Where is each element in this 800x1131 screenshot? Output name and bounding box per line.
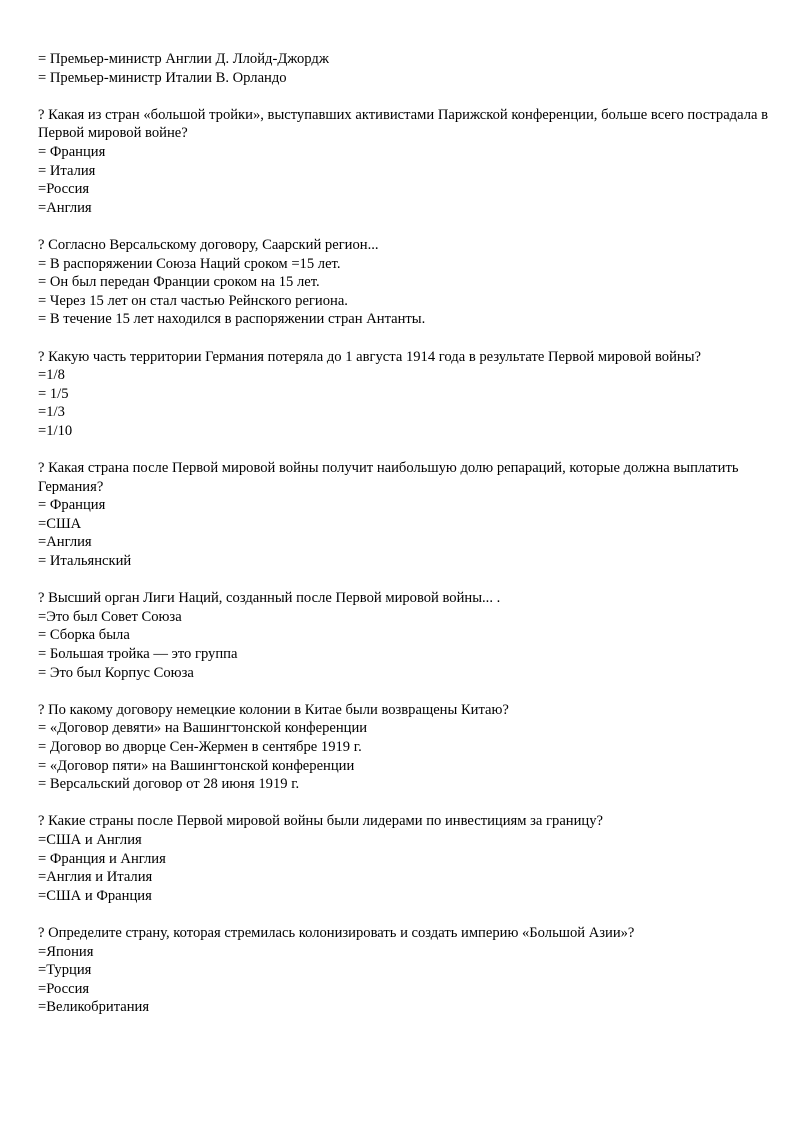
answer-line: =Япония — [38, 943, 94, 960]
answer-line: =Англия и Италия — [38, 869, 153, 886]
answer-line: = В распоряжении Союза Наций сроком =15 лет. — [38, 255, 341, 272]
question-text: ? По какому договору немецкие колонии в Китае были возвращены Китаю? — [38, 701, 509, 718]
answer-line: = 1/5 — [38, 385, 69, 402]
answer-line: = «Договор пяти» на Вашингтонской конференции — [38, 757, 355, 774]
question-block-1 — [38, 106, 768, 218]
answer-line: = Сборка была — [38, 627, 130, 644]
question-block-2 — [38, 236, 768, 329]
question-block-6 — [38, 701, 768, 794]
answer-line: = Премьер-министр Англии Д. Ллойд-Джордж — [38, 51, 329, 67]
answer-line: = Италия — [38, 162, 96, 179]
answer-line: = Франция — [38, 143, 106, 160]
question-text: ? Какая из стран «большой тройки», выступавших активистами Парижской конференции, больше всего пострадала в Первой мировой войне? — [38, 106, 769, 142]
answer-line: = Франция — [38, 497, 106, 514]
answer-line: =Великобритания — [38, 999, 150, 1016]
answer-line: = «Договор девяти» на Вашингтонской конференции — [38, 720, 368, 737]
question-block-5 — [38, 589, 768, 682]
question-text: ? Согласно Версальскому договору, Саарский регион... — [38, 236, 379, 253]
answer-line: =Англия — [38, 534, 92, 551]
answer-line: = Это был Корпус Союза — [38, 664, 194, 681]
question-text: ? Какие страны после Первой мировой войны были лидерами по инвестициям за границу? — [38, 813, 603, 830]
question-block-3 — [38, 348, 768, 441]
answer-line: = Он был передан Франции сроком на 15 лет. — [38, 274, 320, 291]
answer-line: =Турция — [38, 962, 92, 979]
question-block-7 — [38, 812, 768, 905]
question-text: ? Высший орган Лиги Наций, созданный после Первой мировой войны... . — [38, 590, 501, 607]
answer-line: =Это был Совет Союза — [38, 608, 182, 625]
intro-answers — [38, 50, 768, 87]
answer-line: = Итальянский — [38, 553, 132, 570]
answer-line: =США — [38, 515, 82, 532]
question-text: ? Какую часть территории Германия потеряла до 1 августа 1914 года в результате Первой мировой войны? — [38, 348, 702, 365]
answer-line: = Франция и Англия — [38, 850, 166, 867]
answer-line: =США и Англия — [38, 831, 142, 848]
answer-line: = Большая тройка — это группа — [38, 646, 238, 662]
answer-line: =1/3 — [38, 404, 65, 421]
answer-line: =Россия — [38, 181, 90, 198]
answer-line: = Версальский договор от 28 июня 1919 г. — [38, 776, 300, 793]
question-block-8 — [38, 924, 768, 1017]
answer-line: = Через 15 лет он стал частью Рейнского региона. — [38, 292, 348, 309]
question-text: ? Какая страна после Первой мировой войны получит наибольшую долю репараций, которые должна выплатить Германия? — [38, 460, 739, 495]
answer-line: =Россия — [38, 980, 90, 997]
question-block-4 — [38, 459, 768, 571]
answer-line: =Англия — [38, 199, 92, 216]
document-page — [38, 50, 768, 1035]
answer-line: =1/8 — [38, 367, 65, 384]
answer-line: =1/10 — [38, 422, 73, 439]
answer-line: =США и Франция — [38, 887, 152, 904]
answer-line: = Договор во дворце Сен-Жермен в сентябре 1919 г. — [38, 738, 362, 755]
answer-line: = Премьер-министр Италии В. Орландо — [38, 69, 287, 86]
answer-line: = В течение 15 лет находился в распоряжении стран Антанты. — [38, 311, 426, 328]
question-text: ? Определите страну, которая стремилась колонизировать и создать империю «Большой Азии»? — [38, 924, 635, 941]
